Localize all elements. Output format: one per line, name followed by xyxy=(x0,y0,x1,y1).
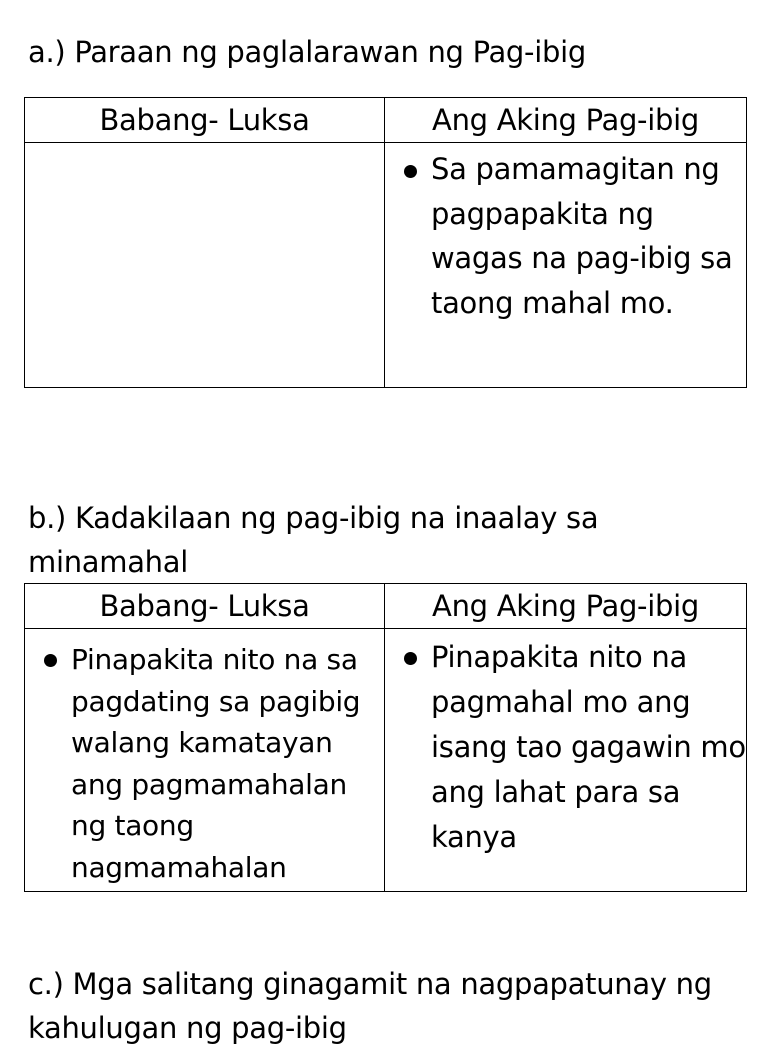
bullet-item xyxy=(385,143,746,325)
column-header-ang-aking-pag-ibig: Ang Aking Pag-ibig xyxy=(385,584,747,629)
table-row xyxy=(25,629,747,892)
section-b-table xyxy=(24,583,747,892)
column-header-babang-luksa: Babang- Luksa xyxy=(25,98,385,143)
cell-babang-luksa-empty xyxy=(25,143,385,388)
bullet-icon xyxy=(404,652,417,665)
column-header-ang-aking-pag-ibig: Ang Aking Pag-ibig xyxy=(385,98,747,143)
bullet-text: Sa pamamagitan ng pagpapakita ng wagas na pag-ibig sa taong mahal mo. xyxy=(431,152,733,320)
table-row xyxy=(25,143,747,388)
bullet-icon xyxy=(44,654,57,667)
bullet-text: Pinapakita nito na sa pagdating sa pagibig walang kamatayan ang pagmamahalan ng taong nagmamahalan xyxy=(71,643,361,884)
cell-ang-aking-pag-ibig xyxy=(385,629,747,892)
section-c-heading: c.) Mga salitang ginagamit na nagpapatunay ng kahulugan ng pag-ibig xyxy=(28,967,712,1045)
section-a-table xyxy=(24,97,747,388)
cell-babang-luksa xyxy=(25,629,385,892)
bullet-item xyxy=(385,629,746,860)
column-header-babang-luksa: Babang- Luksa xyxy=(25,584,385,629)
cell-ang-aking-pag-ibig xyxy=(385,143,747,388)
section-a-heading: a.) Paraan ng paglalarawan ng Pag-ibig xyxy=(28,35,586,69)
table-header-row xyxy=(25,584,747,629)
bullet-text: Pinapakita nito na pagmahal mo ang isang tao gagawin mo ang lahat para sa kanya xyxy=(431,640,746,854)
bullet-icon xyxy=(404,165,417,178)
section-b-heading: b.) Kadakilaan ng pag-ibig na inaalay sa minamahal xyxy=(28,501,599,579)
table-header-row xyxy=(25,98,747,143)
bullet-item xyxy=(25,629,384,888)
